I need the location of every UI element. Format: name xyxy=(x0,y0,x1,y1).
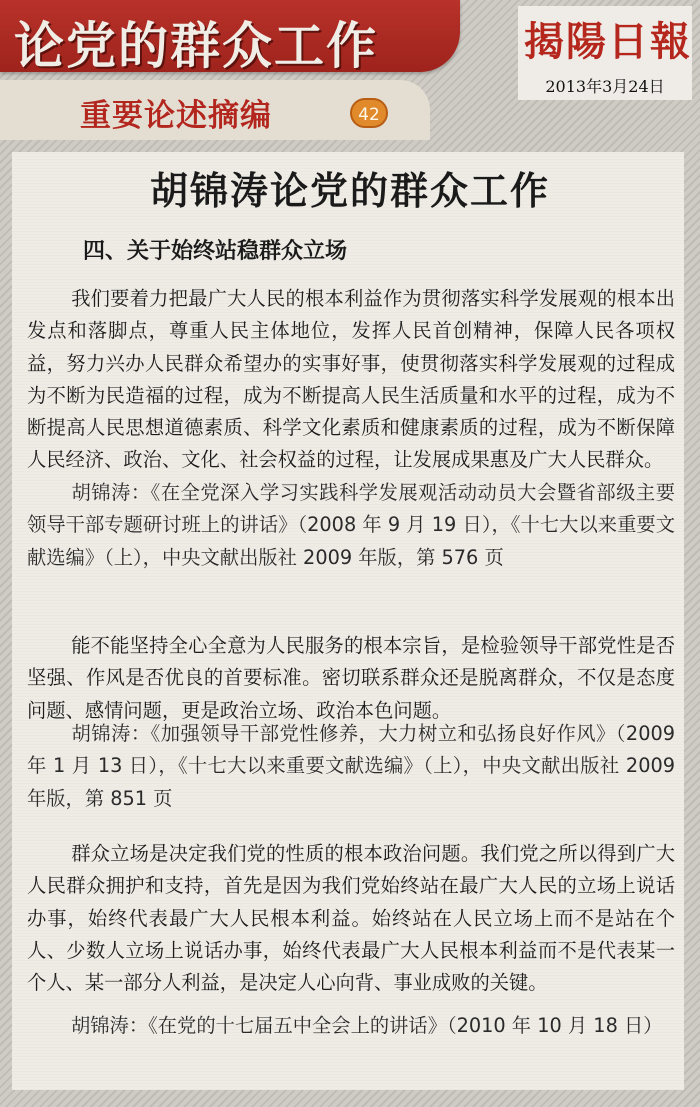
newspaper-masthead xyxy=(518,6,692,100)
column-subtitle: 重要论述摘编 xyxy=(80,98,272,134)
passage-3-text: 群众立场是决定我们党的性质的根本政治问题。我们党之所以得到广大人民群众拥护和支持，首先是因为我们党始终站在最广大人民的立场上说话办事，始终代表最广大人民根本利益。始终站在人民立场上而不是站在个人、少数人立场上说话办事，始终代表最广大人民根本利益而不是代表某一个人、某一部分人利益，是决定人心向背、事业成败的关键。 xyxy=(27,842,675,995)
passage-3-citation: 胡锦涛：《在党的十七届五中全会上的讲话》（2010 年 10 月 18 日） xyxy=(71,1014,663,1037)
issue-number-badge: 42 xyxy=(350,98,388,128)
passage-2-citation: 胡锦涛：《加强领导干部党性修养，大力树立和弘扬良好作风》（2009 年 1 月 13 日），《十七大以来重要文献选编》（上），中央文献出版社 2009 年版，第 851 页 xyxy=(27,722,675,810)
publication-date: 2013年3月24日 xyxy=(545,77,665,96)
passage-1-citation: 胡锦涛：《在全党深入学习实践科学发展观活动动员大会暨省部级主要领导干部专题研讨班上的讲话》（2008 年 9 月 19 日），《十七大以来重要文献选编》（上），中央文献出版社 2009 年版，第 576 页 xyxy=(27,481,675,569)
passage-1-text: 我们要着力把最广大人民的根本利益作为贯彻落实科学发展观的根本出发点和落脚点，尊重人民主体地位，发挥人民首创精神，保障人民各项权益，努力兴办人民群众希望办的实事好事，使贯彻落实科学发展观的过程成为不断为民造福的过程，成为不断提高人民生活质量和水平的过程，成为不断提高人民思想道德素质、科学文化素质和健康素质的过程，成为不断保障人民经济、政治、文化、社会权益的过程，让发展成果惠及广大人民群众。 xyxy=(27,287,675,472)
newspaper-logo: 揭陽日報 xyxy=(524,18,692,65)
section-heading: 四、关于始终站稳群众立场 xyxy=(83,239,348,264)
column-title: 论党的群众工作 xyxy=(14,17,378,75)
passage-2-text: 能不能坚持全心全意为人民服务的根本宗旨，是检验领导干部党性是否坚强、作风是否优良的首要标准。密切联系群众还是脱离群众，不仅是态度问题、感情问题，更是政治立场、政治本色问题。 xyxy=(27,634,675,722)
article-headline: 胡锦涛论党的群众工作 xyxy=(149,169,550,213)
